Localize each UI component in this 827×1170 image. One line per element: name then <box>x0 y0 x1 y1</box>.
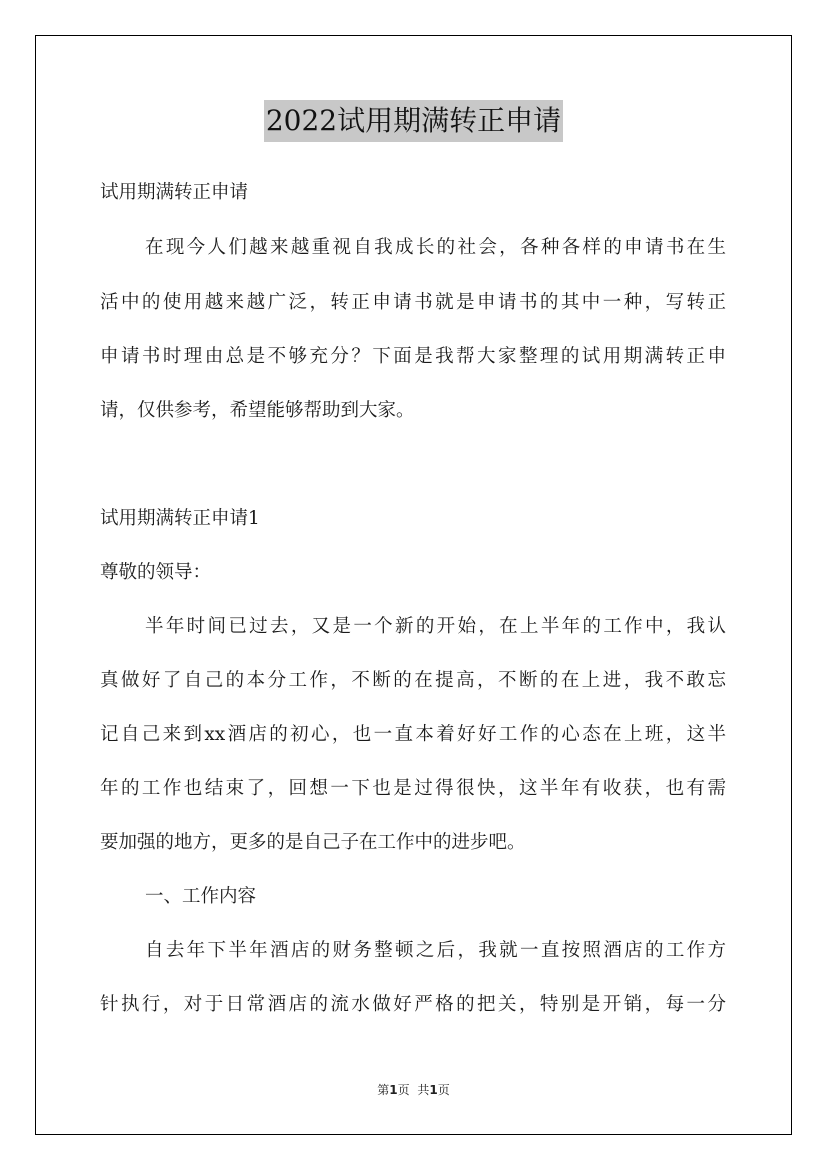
paragraph-line: 半年时间已过去，又是一个新的开始，在上半年的工作中，我认 <box>145 616 726 637</box>
footer-page-num: 1 <box>389 1083 398 1097</box>
paragraph-line: 记自己来到xx酒店的初心，也一直本着好好工作的心态在上班，这半 <box>100 724 726 745</box>
title-wrap <box>0 100 827 142</box>
paragraph-line: 针执行，对于日常酒店的流水做好严格的把关，特别是开销，每一分 <box>100 994 726 1015</box>
footer-total-suffix: 页 <box>437 1083 450 1097</box>
paragraph-line: 年的工作也结束了，回想一下也是过得很快，这半年有收获，也有需 <box>100 778 726 799</box>
section-heading: 试用期满转正申请1 <box>100 508 260 529</box>
paragraph-line: 申请书时理由总是不够充分？下面是我帮大家整理的试用期满转正申 <box>100 346 726 367</box>
subsection-heading: 一、工作内容 <box>145 886 257 907</box>
footer-total-prefix: 共 <box>417 1083 430 1097</box>
section-heading: 试用期满转正申请 <box>100 182 249 203</box>
footer-page-suffix: 页 <box>397 1083 410 1097</box>
paragraph-line: 要加强的地方，更多的是自己子在工作中的进步吧。 <box>100 832 526 853</box>
document-title: 2022试用期满转正申请 <box>264 100 563 142</box>
footer-total-num: 1 <box>429 1083 438 1097</box>
footer-page-prefix: 第 <box>377 1083 390 1097</box>
paragraph-line: 真做好了自己的本分工作，不断的在提高，不断的在上进，我不敢忘 <box>100 670 726 691</box>
paragraph-line: 活中的使用越来越广泛，转正申请书就是申请书的其中一种，写转正 <box>100 292 726 313</box>
salutation: 尊敬的领导： <box>100 562 212 583</box>
paragraph-line: 在现今人们越来越重视自我成长的社会，各种各样的申请书在生 <box>145 237 726 258</box>
page-footer <box>0 1082 827 1098</box>
paragraph-line: 请，仅供参考，希望能够帮助到大家。 <box>100 400 415 421</box>
paragraph-line: 自去年下半年酒店的财务整顿之后，我就一直按照酒店的工作方 <box>145 940 726 961</box>
